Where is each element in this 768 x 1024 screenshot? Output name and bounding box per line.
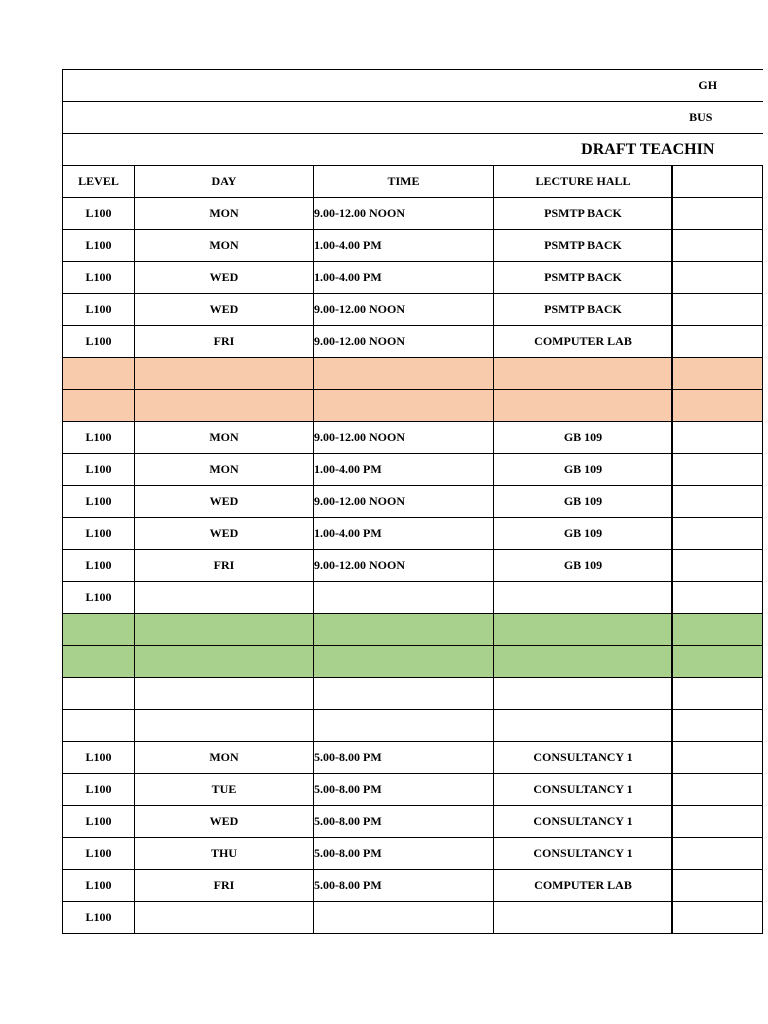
cell-lecture-hall (494, 358, 673, 390)
cell-time: 9.00-12.00 NOON (314, 294, 494, 326)
cell-lecture-hall (494, 902, 673, 934)
table-row (63, 902, 763, 934)
cell-extra (673, 390, 763, 422)
table-row (63, 390, 763, 422)
cell-lecture-hall: COMPUTER LAB (494, 870, 673, 902)
cell-time: 5.00-8.00 PM (314, 806, 494, 838)
cell-time: 5.00-8.00 PM (314, 742, 494, 774)
cell-lecture-hall: GB 109 (494, 518, 673, 550)
title-line-1: GH (698, 78, 718, 92)
cell-level: L100 (63, 326, 135, 358)
cell-time (314, 646, 494, 678)
cell-extra (673, 326, 763, 358)
cell-extra (673, 422, 763, 454)
cell-day: MON (135, 230, 314, 262)
cell-lecture-hall (494, 646, 673, 678)
table-row (63, 710, 763, 742)
cell-extra (673, 454, 763, 486)
cell-level: L100 (63, 838, 135, 870)
cell-time (314, 678, 494, 710)
table-row (63, 326, 763, 358)
cell-level: L100 (63, 294, 135, 326)
cell-level: L100 (63, 550, 135, 582)
cell-time: 1.00-4.00 PM (314, 454, 494, 486)
cell-extra (673, 294, 763, 326)
cell-day (135, 390, 314, 422)
table-row (63, 774, 763, 806)
table-row (63, 294, 763, 326)
cell-day (135, 614, 314, 646)
cell-day (135, 902, 314, 934)
cell-time: 9.00-12.00 NOON (314, 422, 494, 454)
cell-time: 9.00-12.00 NOON (314, 550, 494, 582)
title-row-1 (63, 70, 763, 102)
cell-extra (673, 838, 763, 870)
cell-level: L100 (63, 774, 135, 806)
cell-time: 1.00-4.00 PM (314, 262, 494, 294)
cell-level (63, 678, 135, 710)
cell-lecture-hall (494, 614, 673, 646)
table-row (63, 230, 763, 262)
cell-day: MON (135, 198, 314, 230)
header-level: LEVEL (63, 166, 135, 198)
cell-level: L100 (63, 230, 135, 262)
cell-level: L100 (63, 422, 135, 454)
table-row (63, 582, 763, 614)
header-extra (673, 166, 763, 198)
header-day: DAY (135, 166, 314, 198)
cell-time: 5.00-8.00 PM (314, 838, 494, 870)
cell-level: L100 (63, 742, 135, 774)
title-line-3: DRAFT TEACHIN (581, 140, 715, 158)
table-row (63, 550, 763, 582)
cell-day: FRI (135, 326, 314, 358)
cell-extra (673, 646, 763, 678)
cell-day: WED (135, 486, 314, 518)
cell-time: 9.00-12.00 NOON (314, 486, 494, 518)
cell-level: L100 (63, 518, 135, 550)
table-row (63, 646, 763, 678)
header-time: TIME (314, 166, 494, 198)
cell-extra (673, 198, 763, 230)
cell-lecture-hall (494, 678, 673, 710)
title-row-3 (63, 134, 763, 166)
cell-lecture-hall: COMPUTER LAB (494, 326, 673, 358)
cell-time: 9.00-12.00 NOON (314, 198, 494, 230)
cell-time (314, 614, 494, 646)
cell-time: 5.00-8.00 PM (314, 870, 494, 902)
cell-level (63, 390, 135, 422)
sheet-right-edge (671, 166, 672, 934)
table-row (63, 422, 763, 454)
cell-day: MON (135, 742, 314, 774)
cell-day (135, 710, 314, 742)
table-row (63, 454, 763, 486)
cell-lecture-hall (494, 390, 673, 422)
cell-extra (673, 262, 763, 294)
table-row (63, 486, 763, 518)
cell-day: THU (135, 838, 314, 870)
cell-level: L100 (63, 582, 135, 614)
table-row (63, 742, 763, 774)
cell-lecture-hall: CONSULTANCY 1 (494, 838, 673, 870)
cell-time: 9.00-12.00 NOON (314, 326, 494, 358)
cell-day: WED (135, 294, 314, 326)
table-row (63, 806, 763, 838)
cell-day: WED (135, 518, 314, 550)
table-row (63, 838, 763, 870)
cell-level (63, 710, 135, 742)
cell-time (314, 710, 494, 742)
cell-extra (673, 582, 763, 614)
cell-level: L100 (63, 198, 135, 230)
title-line-2: BUS (689, 110, 713, 124)
cell-lecture-hall: CONSULTANCY 1 (494, 806, 673, 838)
cell-level (63, 614, 135, 646)
cell-lecture-hall (494, 582, 673, 614)
cell-lecture-hall: GB 109 (494, 550, 673, 582)
header-row (63, 166, 763, 198)
cell-day (135, 582, 314, 614)
cell-time: 5.00-8.00 PM (314, 774, 494, 806)
cell-extra (673, 518, 763, 550)
table-row (63, 870, 763, 902)
cell-time (314, 582, 494, 614)
cell-lecture-hall: GB 109 (494, 486, 673, 518)
cell-level: L100 (63, 902, 135, 934)
cell-lecture-hall: PSMTP BACK (494, 294, 673, 326)
cell-lecture-hall: CONSULTANCY 1 (494, 774, 673, 806)
cell-extra (673, 486, 763, 518)
cell-day: TUE (135, 774, 314, 806)
cell-extra (673, 774, 763, 806)
cell-lecture-hall: GB 109 (494, 422, 673, 454)
cell-day: FRI (135, 550, 314, 582)
cell-level: L100 (63, 486, 135, 518)
cell-extra (673, 230, 763, 262)
timetable-sheet (62, 69, 718, 934)
title-row-2 (63, 102, 763, 134)
cell-extra (673, 358, 763, 390)
cell-level: L100 (63, 870, 135, 902)
cell-day: MON (135, 422, 314, 454)
cell-extra (673, 550, 763, 582)
cell-day: WED (135, 806, 314, 838)
cell-lecture-hall: PSMTP BACK (494, 198, 673, 230)
cell-extra (673, 806, 763, 838)
cell-extra (673, 710, 763, 742)
cell-time (314, 390, 494, 422)
cell-day (135, 678, 314, 710)
table-row (63, 678, 763, 710)
cell-extra (673, 614, 763, 646)
cell-extra (673, 678, 763, 710)
cell-time (314, 902, 494, 934)
cell-extra (673, 742, 763, 774)
cell-day (135, 646, 314, 678)
cell-day (135, 358, 314, 390)
cell-lecture-hall: CONSULTANCY 1 (494, 742, 673, 774)
cell-lecture-hall: PSMTP BACK (494, 262, 673, 294)
cell-extra (673, 870, 763, 902)
table-row (63, 198, 763, 230)
cell-time: 1.00-4.00 PM (314, 230, 494, 262)
cell-day: WED (135, 262, 314, 294)
cell-extra (673, 902, 763, 934)
table-row (63, 518, 763, 550)
cell-lecture-hall (494, 710, 673, 742)
cell-time (314, 358, 494, 390)
cell-day: FRI (135, 870, 314, 902)
cell-time: 1.00-4.00 PM (314, 518, 494, 550)
cell-level (63, 358, 135, 390)
cell-level (63, 646, 135, 678)
cell-level: L100 (63, 806, 135, 838)
cell-lecture-hall: PSMTP BACK (494, 230, 673, 262)
cell-lecture-hall: GB 109 (494, 454, 673, 486)
table-row (63, 358, 763, 390)
cell-level: L100 (63, 454, 135, 486)
table-row (63, 262, 763, 294)
timetable-grid (62, 69, 763, 934)
cell-level: L100 (63, 262, 135, 294)
header-lecture-hall: LECTURE HALL (494, 166, 673, 198)
cell-day: MON (135, 454, 314, 486)
table-row (63, 614, 763, 646)
